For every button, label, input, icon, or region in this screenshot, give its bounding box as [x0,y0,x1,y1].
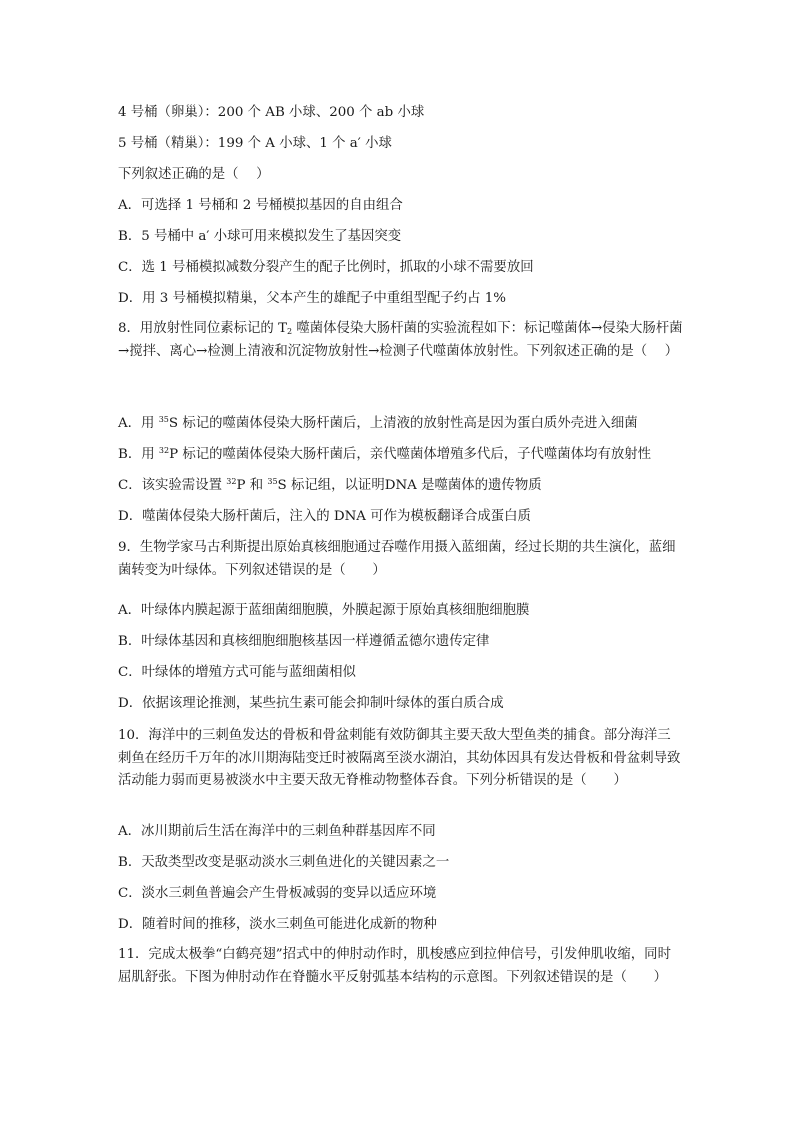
question-9-option-a: A．叶绿体内膜起源于蓝细菌细胞膜，外膜起源于原始真核细胞细胞膜 [118,603,530,618]
option-a: A．可选择 1 号桶和 2 号桶模拟基因的自由组合 [118,198,403,213]
question-9-stem: 9．生物学家马古利斯提出原始真核细胞通过吞噬作用摄入蓝细菌，经过长期的共生演化，蓝细菌转变为叶绿体。下列叙述错误的是（ ） [118,540,676,578]
question-8-option-a: A．用 $^{35}$S 标记的噬菌体侵染大肠杆菌后，上清液的放射性高是因为蛋白质外壳进入细菌 [118,415,638,431]
option-b: B．5 号桶中 a′ 小球可用来模拟发生了基因突变 [118,229,402,244]
question-10-option-b: B．天敌类型改变是驱动淡水三刺鱼进化的关键因素之一 [118,855,450,870]
text-line: 5 号桶（精巢）：199 个 A 小球、1 个 a′ 小球 [118,136,392,151]
question-10-option-c: C．淡水三刺鱼普遍会产生骨板减弱的变异以适应环境 [118,886,437,901]
question-9-option-d: D．依据该理论推测，某些抗生素可能会抑制叶绿体的蛋白质合成 [118,696,504,711]
question-8-stem: 8．用放射性同位素标记的 $T_2$ 噬菌体侵染大肠杆菌的实验流程如下：标记噬菌体→侵染大肠杆菌→搅拌、离心→检测上清液和沉淀物放射性→检测子代噬菌体放射性。下列叙述正确的是（ ） [118,321,683,359]
option-c: C．选 1 号桶模拟减数分裂产生的配子比例时，抓取的小球不需要放回 [118,260,534,275]
question-9-option-c: C．叶绿体的增殖方式可能与蓝细菌相似 [118,665,356,680]
question-10-option-d: D．随着时间的推移，淡水三刺鱼可能进化成新的物种 [118,917,437,932]
question-9-option-b: B．叶绿体基因和真核细胞细胞核基因一样遵循孟德尔遗传定律 [118,634,490,649]
question-11-stem: 11．完成太极拳“白鹤亮翅”招式中的伸肘动作时，肌梭感应到拉伸信号，引发伸肌收缩，同时屈肌舒张。下图为伸肘动作在脊髓水平反射弧基本结构的示意图。下列叙述错误的是（ ） [118,947,671,985]
text-line: 4 号桶（卵巢）：200 个 AB 小球、200 个 ab 小球 [118,105,425,120]
question-8-option-c: C．该实验需设置 $^{32}$P 和 $^{35}$S 标记组，以证明DNA 是噬菌体的遗传物质 [118,477,542,493]
question-prompt: 下列叙述正确的是（ ） [118,167,270,182]
question-10-stem: 10．海洋中的三刺鱼发达的骨板和骨盆刺能有效防御其主要天敌大型鱼类的捕食。部分海洋三刺鱼在经历千万年的冰川期海陆变迁时被隔离至淡水湖泊，其幼体因具有发达骨板和骨盆刺导致活动能力弱而更易被淡水中主要天敌无脊椎动物整体吞食。下列分析错误的是（ ） [118,728,681,788]
question-8-option-d: D．噬菌体侵染大肠杆菌后，注入的 DNA 可作为模板翻译合成蛋白质 [118,509,531,524]
question-10-option-a: A．冰川期前后生活在海洋中的三刺鱼种群基因库不同 [118,824,436,839]
option-d: D．用 3 号桶模拟精巢，父本产生的雄配子中重组型配子约占 1% [118,291,507,306]
question-8-option-b: B．用 $^{32}$P 标记的噬菌体侵染大肠杆菌后，亲代噬菌体增殖多代后，子代噬菌体均有放射性 [118,446,652,462]
